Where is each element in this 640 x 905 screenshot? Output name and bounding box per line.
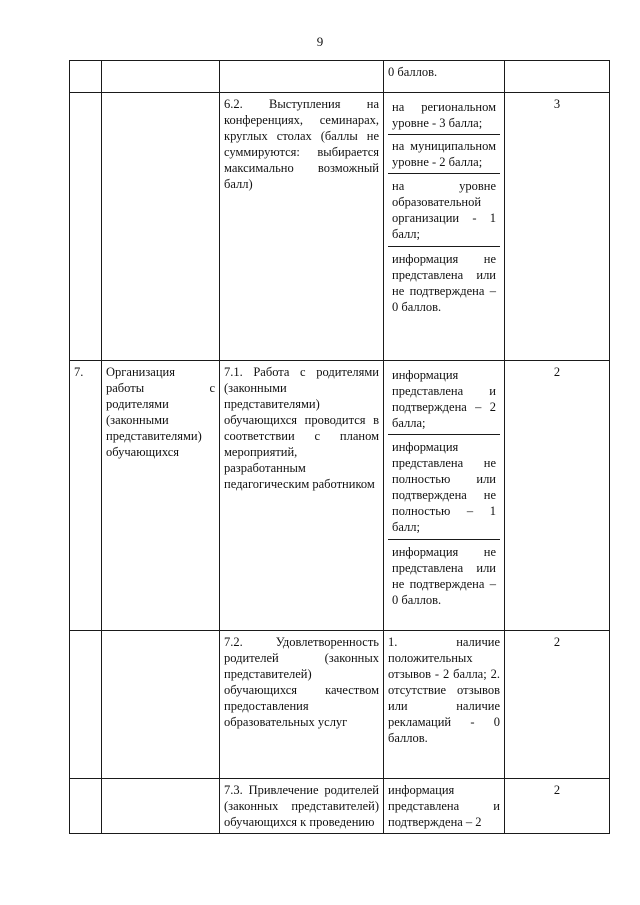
number-cell — [70, 631, 102, 779]
criteria-table — [69, 60, 610, 834]
number-cell — [70, 93, 102, 361]
indicator-cell: 7.2. Удовлетворенность родителей (законных представителей) обучающихся качеством предоставления образовательных услуг — [220, 631, 384, 779]
table-row-6-2 — [70, 93, 610, 361]
table-row-7-2 — [70, 631, 610, 779]
name-cell — [102, 631, 220, 779]
criteria-cell: информация представлена и подтверждена – 2 — [384, 779, 505, 834]
score-cell: 2 — [505, 361, 610, 631]
table-row-7-1 — [70, 361, 610, 631]
table-row-7-3 — [70, 779, 610, 834]
name-cell: Организация работы с родителями (законными представителями) обучающихся — [102, 361, 220, 631]
criteria-cell — [384, 93, 505, 361]
criterion-item: информация не представлена или не подтверждена – 0 баллов. — [392, 252, 496, 314]
indicator-cell: 7.3. Привлечение родителей (законных представителей) обучающихся к проведению — [220, 779, 384, 834]
number-cell — [70, 61, 102, 93]
page-number: 9 — [316, 34, 324, 49]
table-row-top — [70, 61, 610, 93]
indicator-cell: 7.1. Работа с родителями (законными представителями) обучающихся проводится в соответствии с планом мероприятий, разработанным педагогическим работником — [220, 361, 384, 631]
criteria-cell: 1. наличие положительных отзывов - 2 балла; 2. отсутствие отзывов или наличие рекламаций - 0 баллов. — [384, 631, 505, 779]
criterion-item: на муниципальном уровне - 2 балла; — [388, 135, 500, 174]
score-cell — [505, 61, 610, 93]
score-cell: 3 — [505, 93, 610, 361]
number-cell: 7. — [70, 361, 102, 631]
criterion-item: информация представлена не полностью или подтверждена не полностью – 1 балл; — [388, 435, 500, 540]
indicator-cell: 6.2. Выступления на конференциях, семинарах, круглых столах (баллы не суммируются: выбирается максимально возможный балл) — [220, 93, 384, 361]
criterion-item: на региональном уровне - 3 балла; — [388, 96, 500, 135]
criteria-cell: 0 баллов. — [384, 61, 505, 93]
criterion-item: на уровне образовательной организации - 1 балл; — [388, 174, 500, 247]
number-cell — [70, 779, 102, 834]
name-cell — [102, 61, 220, 93]
score-cell: 2 — [505, 779, 610, 834]
name-cell — [102, 779, 220, 834]
name-cell — [102, 93, 220, 361]
criteria-cell — [384, 361, 505, 631]
indicator-cell — [220, 61, 384, 93]
score-cell: 2 — [505, 631, 610, 779]
criterion-item: информация представлена и подтверждена – 2 балла; — [388, 364, 500, 435]
criterion-item: информация не представлена или не подтверждена – 0 баллов. — [392, 545, 496, 607]
